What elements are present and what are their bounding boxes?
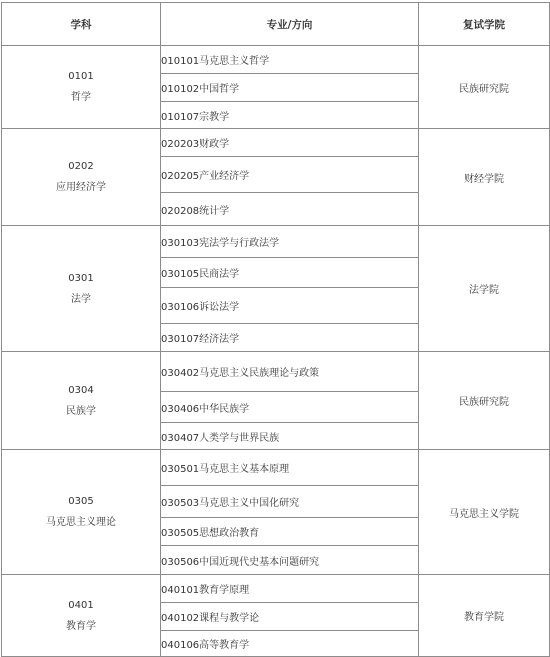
subject-code: 0401 (68, 599, 94, 611)
subject-name: 马克思主义理论 (46, 517, 116, 528)
major-cell: 030501马克思主义基本原理 (161, 450, 419, 486)
college-cell: 民族研究院 (419, 46, 550, 129)
major-cell: 040106高等教育学 (161, 631, 419, 657)
college-cell: 财经学院 (419, 129, 550, 226)
major-cell: 040101教育学原理 (161, 575, 419, 603)
major-cell: 030402马克思主义民族理论与政策 (161, 352, 419, 392)
subject-code: 0202 (68, 161, 94, 172)
table-row (2, 575, 550, 603)
subject-name: 教育学 (66, 620, 96, 632)
subject-cell (2, 575, 161, 657)
header-subject: 学科 (2, 3, 161, 46)
college-cell: 法学院 (419, 226, 550, 352)
major-cell: 030107经济法学 (161, 324, 419, 352)
subject-cell (2, 226, 161, 352)
major-cell: 030103宪法学与行政法学 (161, 226, 419, 258)
major-cell: 020203财政学 (161, 129, 419, 157)
major-cell: 010102中国哲学 (161, 74, 419, 102)
subject-code: 0301 (68, 272, 94, 284)
major-cell: 020205产业经济学 (161, 157, 419, 193)
header-major: 专业/方向 (161, 3, 419, 46)
subject-name: 哲学 (71, 92, 91, 103)
table-row (2, 226, 550, 258)
major-cell: 040102课程与教学论 (161, 603, 419, 631)
major-cell: 030505思想政治教育 (161, 518, 419, 546)
major-cell: 030503马克思主义中国化研究 (161, 486, 419, 518)
major-cell: 010107宗教学 (161, 102, 419, 129)
major-cell: 030105民商法学 (161, 258, 419, 288)
subject-code: 0304 (68, 384, 94, 396)
subject-name: 法学 (71, 293, 91, 305)
subject-code: 0101 (68, 71, 94, 82)
major-cell: 030506中国近现代史基本问题研究 (161, 546, 419, 575)
subject-name: 应用经济学 (56, 182, 106, 193)
college-cell: 马克思主义学院 (419, 450, 550, 575)
subject-cell (2, 450, 161, 575)
major-cell: 020208统计学 (161, 193, 419, 226)
subject-name: 民族学 (66, 405, 96, 417)
table-row (2, 129, 550, 157)
major-cell: 030407人类学与世界民族 (161, 423, 419, 450)
college-cell: 民族研究院 (419, 352, 550, 450)
subject-cell (2, 129, 161, 226)
major-cell: 030106诉讼法学 (161, 288, 419, 324)
subject-cell (2, 46, 161, 129)
header-college: 复试学院 (419, 3, 550, 46)
subject-cell (2, 352, 161, 450)
major-cell: 030406中华民族学 (161, 392, 419, 423)
table-header-row (2, 3, 550, 46)
table-row (2, 46, 550, 74)
college-cell: 教育学院 (419, 575, 550, 657)
subject-code: 0305 (68, 496, 94, 507)
major-cell: 010101马克思主义哲学 (161, 46, 419, 74)
table-row (2, 352, 550, 392)
program-table (1, 2, 550, 657)
table-row (2, 450, 550, 486)
